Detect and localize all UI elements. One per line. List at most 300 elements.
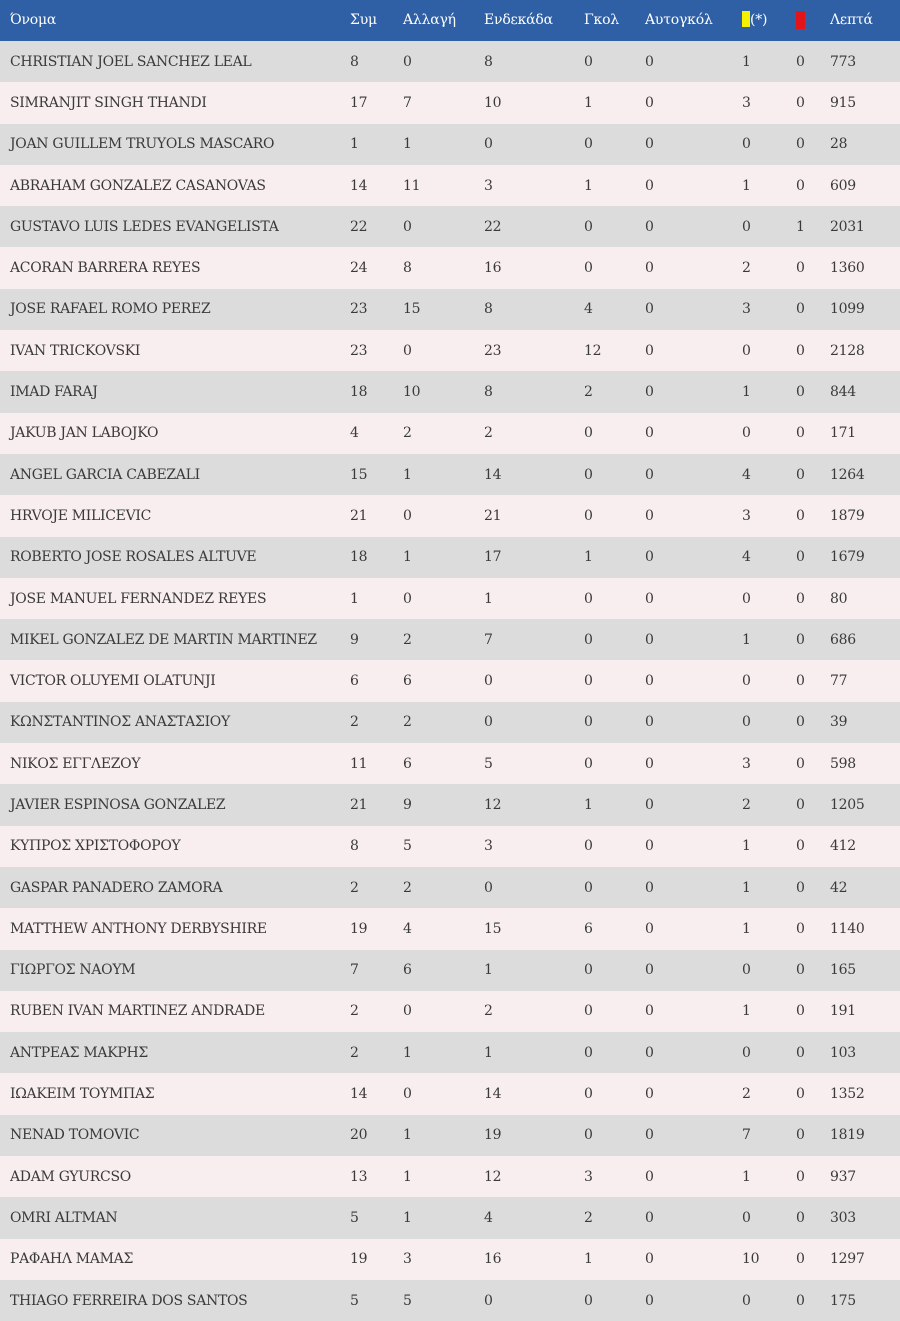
goals-value: 0 [584,962,593,979]
player-name: GUSTAVO LUIS LEDES EVANGELISTA [10,218,279,235]
minutes-value: 2128 [830,342,865,359]
starts-value: 8 [484,301,493,318]
own-goals-value: 0 [645,218,654,235]
apps-value: 2 [350,1003,359,1020]
goals-value: 0 [584,838,593,855]
yellow-cards-value: 2 [742,1086,751,1103]
subs-value: 0 [403,1086,412,1103]
player-name: OMRI ALTMAN [10,1209,118,1226]
subs-value: 0 [403,507,412,524]
goals-value: 2 [584,384,593,401]
goals-value: 0 [584,466,593,483]
yellow-cards-value: 7 [742,1127,751,1144]
red-cards-value: 0 [796,136,805,153]
own-goals-value: 0 [645,1127,654,1144]
goals-value: 0 [584,1003,593,1020]
minutes-value: 1879 [830,507,865,524]
minutes-value: 175 [830,1292,856,1309]
starts-value: 21 [484,507,502,524]
minutes-value: 1264 [830,466,865,483]
apps-value: 8 [350,838,359,855]
minutes-value: 1297 [830,1251,865,1268]
subs-value: 2 [403,425,412,442]
minutes-value: 77 [830,673,848,690]
own-goals-value: 0 [645,136,654,153]
minutes-value: 28 [830,136,848,153]
yellow-cards-value: 3 [742,507,751,524]
apps-value: 23 [350,301,368,318]
yellow-cards-value: 0 [742,425,751,442]
apps-value: 2 [350,1044,359,1061]
own-goals-value: 0 [645,177,654,194]
table-row [0,1239,900,1280]
subs-value: 11 [403,177,421,194]
starts-value: 16 [484,1251,502,1268]
apps-value: 14 [350,177,368,194]
subs-value: 8 [403,260,412,277]
minutes-value: 937 [830,1168,856,1185]
apps-value: 20 [350,1127,368,1144]
header-subs[interactable]: Αλλαγή [403,11,456,28]
goals-value: 1 [584,177,593,194]
player-name: JAVIER ESPINOSA GONZALEZ [10,796,226,813]
goals-value: 0 [584,425,593,442]
table-row [0,247,900,288]
yellow-cards-value: 0 [742,218,751,235]
subs-value: 5 [403,1292,412,1309]
table-row [0,619,900,660]
own-goals-value: 0 [645,425,654,442]
own-goals-value: 0 [645,879,654,896]
own-goals-value: 0 [645,384,654,401]
minutes-value: 1205 [830,796,865,813]
red-cards-value: 0 [796,590,805,607]
player-name: ΓΙΩΡΓΟΣ ΝΑΟΥΜ [10,962,136,979]
header-yellow-cards[interactable] [742,0,796,41]
goals-value: 0 [584,260,593,277]
header-apps[interactable]: Συμ [350,11,377,28]
minutes-value: 303 [830,1209,856,1226]
minutes-value: 609 [830,177,856,194]
player-name: MATTHEW ANTHONY DERBYSHIRE [10,920,267,937]
starts-value: 1 [484,590,493,607]
minutes-value: 2031 [830,218,865,235]
player-name: JOSE RAFAEL ROMO PEREZ [10,301,211,318]
apps-value: 19 [350,920,368,937]
subs-value: 10 [403,384,421,401]
apps-value: 5 [350,1209,359,1226]
goals-value: 0 [584,1292,593,1309]
red-cards-value: 0 [796,1209,805,1226]
yellow-cards-value: 1 [742,631,751,648]
table-row [0,413,900,454]
red-cards-value: 0 [796,879,805,896]
red-cards-value: 0 [796,1086,805,1103]
minutes-value: 191 [830,1003,856,1020]
starts-value: 12 [484,1168,502,1185]
minutes-value: 165 [830,962,856,979]
apps-value: 21 [350,796,368,813]
table-row [0,289,900,330]
goals-value: 0 [584,714,593,731]
yellow-cards-value: 1 [742,1003,751,1020]
player-name: RUBEN IVAN MARTINEZ ANDRADE [10,1003,265,1020]
table-row [0,660,900,701]
starts-value: 23 [484,342,502,359]
red-cards-value: 0 [796,301,805,318]
apps-value: 13 [350,1168,368,1185]
own-goals-value: 0 [645,962,654,979]
goals-value: 0 [584,631,593,648]
subs-value: 1 [403,1209,412,1226]
table-row [0,578,900,619]
goals-value: 1 [584,94,593,111]
subs-value: 0 [403,53,412,70]
goals-value: 0 [584,507,593,524]
red-cards-value: 0 [796,384,805,401]
subs-value: 6 [403,962,412,979]
minutes-value: 598 [830,755,856,772]
goals-value: 0 [584,53,593,70]
table-row [0,165,900,206]
own-goals-value: 0 [645,755,654,772]
own-goals-value: 0 [645,714,654,731]
apps-value: 1 [350,136,359,153]
goals-value: 0 [584,755,593,772]
subs-value: 0 [403,1003,412,1020]
yellow-cards-value: 1 [742,838,751,855]
table-row [0,1115,900,1156]
table-row [0,371,900,412]
apps-value: 23 [350,342,368,359]
table-row [0,124,900,165]
red-cards-value: 0 [796,796,805,813]
red-cards-value: 0 [796,425,805,442]
table-row [0,991,900,1032]
starts-value: 15 [484,920,502,937]
player-name: ADAM GYURCSO [10,1168,131,1185]
table-header [0,0,900,41]
red-cards-value: 0 [796,94,805,111]
table-row [0,454,900,495]
table-row [0,1032,900,1073]
own-goals-value: 0 [645,53,654,70]
minutes-value: 1679 [830,549,865,566]
goals-value: 2 [584,1209,593,1226]
player-name: HRVOJE MILICEVIC [10,507,152,524]
minutes-value: 1360 [830,260,865,277]
yellow-cards-value: 4 [742,466,751,483]
starts-value: 19 [484,1127,502,1144]
apps-value: 7 [350,962,359,979]
apps-value: 17 [350,94,368,111]
red-cards-value: 0 [796,673,805,690]
subs-value: 3 [403,1251,412,1268]
minutes-value: 1140 [830,920,865,937]
subs-value: 2 [403,879,412,896]
apps-value: 14 [350,1086,368,1103]
table-row [0,1197,900,1238]
starts-value: 0 [484,714,493,731]
yellow-cards-value: 2 [742,796,751,813]
yellow-cards-value: 0 [742,590,751,607]
minutes-value: 171 [830,425,856,442]
subs-value: 5 [403,838,412,855]
player-name: THIAGO FERREIRA DOS SANTOS [10,1292,248,1309]
minutes-value: 915 [830,94,856,111]
red-cards-value: 0 [796,1044,805,1061]
header-name[interactable]: Όνομα [10,11,57,28]
own-goals-value: 0 [645,1292,654,1309]
red-cards-value: 0 [796,1127,805,1144]
minutes-value: 412 [830,838,856,855]
yellow-card-icon [742,11,750,27]
subs-value: 7 [403,94,412,111]
player-name: ΚΩΝΣΤΑΝΤΙΝΟΣ ΑΝΑΣΤΑΣΙΟΥ [10,714,230,731]
goals-value: 0 [584,218,593,235]
red-cards-value: 0 [796,755,805,772]
minutes-value: 1352 [830,1086,865,1103]
yellow-cards-value: 0 [742,673,751,690]
own-goals-value: 0 [645,94,654,111]
player-name: MIKEL GONZALEZ DE MARTIN MARTINEZ [10,631,317,648]
yellow-cards-value: 2 [742,260,751,277]
goals-value: 6 [584,920,593,937]
subs-value: 1 [403,466,412,483]
starts-value: 1 [484,962,493,979]
subs-value: 1 [403,1168,412,1185]
starts-value: 14 [484,466,502,483]
red-cards-value: 0 [796,838,805,855]
subs-value: 6 [403,673,412,690]
red-cards-value: 0 [796,260,805,277]
player-name: ΙΩΑΚΕΙΜ ΤΟΥΜΠΑΣ [10,1086,155,1103]
starts-value: 7 [484,631,493,648]
yellow-cards-value: 1 [742,879,751,896]
minutes-value: 39 [830,714,848,731]
subs-value: 0 [403,218,412,235]
goals-value: 4 [584,301,593,318]
starts-value: 2 [484,425,493,442]
apps-value: 19 [350,1251,368,1268]
own-goals-value: 0 [645,1003,654,1020]
header-minutes[interactable]: Λεπτά [830,11,873,28]
own-goals-value: 0 [645,1209,654,1226]
player-name: GASPAR PANADERO ZAMORA [10,879,223,896]
apps-value: 9 [350,631,359,648]
table-row [0,950,900,991]
yellow-suffix: (*) [750,12,768,28]
table-row [0,1280,900,1321]
red-cards-value: 1 [796,218,805,235]
yellow-cards-value: 0 [742,136,751,153]
minutes-value: 1819 [830,1127,865,1144]
own-goals-value: 0 [645,838,654,855]
own-goals-value: 0 [645,920,654,937]
own-goals-value: 0 [645,549,654,566]
red-cards-value: 0 [796,53,805,70]
red-cards-value: 0 [796,920,805,937]
subs-value: 1 [403,136,412,153]
subs-value: 0 [403,342,412,359]
starts-value: 1 [484,1044,493,1061]
apps-value: 6 [350,673,359,690]
own-goals-value: 0 [645,1044,654,1061]
player-name: JOSE MANUEL FERNANDEZ REYES [10,590,267,607]
table-row [0,41,900,82]
goals-value: 0 [584,1044,593,1061]
yellow-cards-value: 0 [742,714,751,731]
player-name: ROBERTO JOSE ROSALES ALTUVE [10,549,257,566]
table-row [0,743,900,784]
yellow-cards-value: 0 [742,1292,751,1309]
apps-value: 2 [350,879,359,896]
red-cards-value: 0 [796,507,805,524]
table-row [0,908,900,949]
player-name: NENAD TOMOVIC [10,1127,140,1144]
yellow-cards-value: 1 [742,1168,751,1185]
red-cards-value: 0 [796,1003,805,1020]
starts-value: 8 [484,384,493,401]
own-goals-value: 0 [645,631,654,648]
player-name: ΝΙΚΟΣ ΕΓΓΛΕΖΟΥ [10,755,141,772]
table-row [0,702,900,743]
table-row [0,206,900,247]
player-name: SIMRANJIT SINGH THANDI [10,94,207,111]
starts-value: 0 [484,673,493,690]
yellow-cards-value: 0 [742,342,751,359]
subs-value: 1 [403,549,412,566]
table-row [0,1156,900,1197]
player-name: ACORAN BARRERA REYES [10,260,201,277]
goals-value: 1 [584,1251,593,1268]
header-own-goals[interactable]: Αυτογκόλ [645,11,713,28]
table-row [0,82,900,123]
starts-value: 14 [484,1086,502,1103]
own-goals-value: 0 [645,507,654,524]
table-row [0,1073,900,1114]
subs-value: 1 [403,1044,412,1061]
red-cards-value: 0 [796,631,805,648]
red-cards-value: 0 [796,714,805,731]
own-goals-value: 0 [645,466,654,483]
red-cards-value: 0 [796,1251,805,1268]
player-name: JAKUB JAN LABOJKO [10,425,159,442]
starts-value: 0 [484,136,493,153]
goals-value: 0 [584,879,593,896]
red-cards-value: 0 [796,549,805,566]
own-goals-value: 0 [645,342,654,359]
own-goals-value: 0 [645,301,654,318]
goals-value: 0 [584,590,593,607]
table-row [0,330,900,371]
yellow-cards-value: 3 [742,755,751,772]
red-cards-value: 0 [796,177,805,194]
minutes-value: 1099 [830,301,865,318]
yellow-cards-value: 1 [742,384,751,401]
yellow-cards-value: 0 [742,962,751,979]
table-row [0,867,900,908]
minutes-value: 80 [830,590,848,607]
goals-value: 1 [584,796,593,813]
own-goals-value: 0 [645,1086,654,1103]
table-body [0,41,900,1321]
starts-value: 4 [484,1209,493,1226]
minutes-value: 686 [830,631,856,648]
red-card-icon [796,11,805,29]
yellow-cards-value: 0 [742,1044,751,1061]
header-goals[interactable]: Γκολ [584,11,619,28]
subs-value: 2 [403,714,412,731]
red-cards-value: 0 [796,962,805,979]
apps-value: 4 [350,425,359,442]
header-starts[interactable]: Ενδεκάδα [484,11,553,28]
own-goals-value: 0 [645,1168,654,1185]
goals-value: 3 [584,1168,593,1185]
player-name: CHRISTIAN JOEL SANCHEZ LEAL [10,53,252,70]
goals-value: 12 [584,342,602,359]
table-row [0,784,900,825]
starts-value: 22 [484,218,502,235]
own-goals-value: 0 [645,796,654,813]
apps-value: 18 [350,549,368,566]
subs-value: 15 [403,301,421,318]
yellow-cards-value: 0 [742,1209,751,1226]
starts-value: 0 [484,879,493,896]
red-cards-value: 0 [796,1292,805,1309]
player-name: ABRAHAM GONZALEZ CASANOVAS [10,177,266,194]
player-name: ANGEL GARCIA CABEZALI [10,466,200,483]
table-row [0,826,900,867]
red-cards-value: 0 [796,466,805,483]
player-name: ΑΝΤΡΕΑΣ ΜΑΚΡΗΣ [10,1044,149,1061]
header-red-cards[interactable] [796,0,830,41]
yellow-cards-value: 3 [742,301,751,318]
minutes-value: 773 [830,53,856,70]
starts-value: 10 [484,94,502,111]
goals-value: 0 [584,1086,593,1103]
goals-value: 0 [584,1127,593,1144]
own-goals-value: 0 [645,1251,654,1268]
player-name: VICTOR OLUYEMI OLATUNJI [10,673,216,690]
minutes-value: 844 [830,384,856,401]
apps-value: 5 [350,1292,359,1309]
yellow-cards-value: 1 [742,177,751,194]
apps-value: 18 [350,384,368,401]
apps-value: 8 [350,53,359,70]
red-cards-value: 0 [796,1168,805,1185]
starts-value: 2 [484,1003,493,1020]
apps-value: 1 [350,590,359,607]
starts-value: 3 [484,838,493,855]
player-name: IVAN TRICKOVSKI [10,342,141,359]
starts-value: 16 [484,260,502,277]
table-row [0,537,900,578]
player-name: ΚΥΠΡΟΣ ΧΡΙΣΤΟΦΟΡΟΥ [10,838,181,855]
goals-value: 0 [584,136,593,153]
apps-value: 22 [350,218,368,235]
table-row [0,495,900,536]
yellow-cards-value: 1 [742,920,751,937]
starts-value: 17 [484,549,502,566]
minutes-value: 103 [830,1044,856,1061]
subs-value: 1 [403,1127,412,1144]
apps-value: 24 [350,260,368,277]
starts-value: 5 [484,755,493,772]
subs-value: 9 [403,796,412,813]
subs-value: 6 [403,755,412,772]
red-cards-value: 0 [796,342,805,359]
